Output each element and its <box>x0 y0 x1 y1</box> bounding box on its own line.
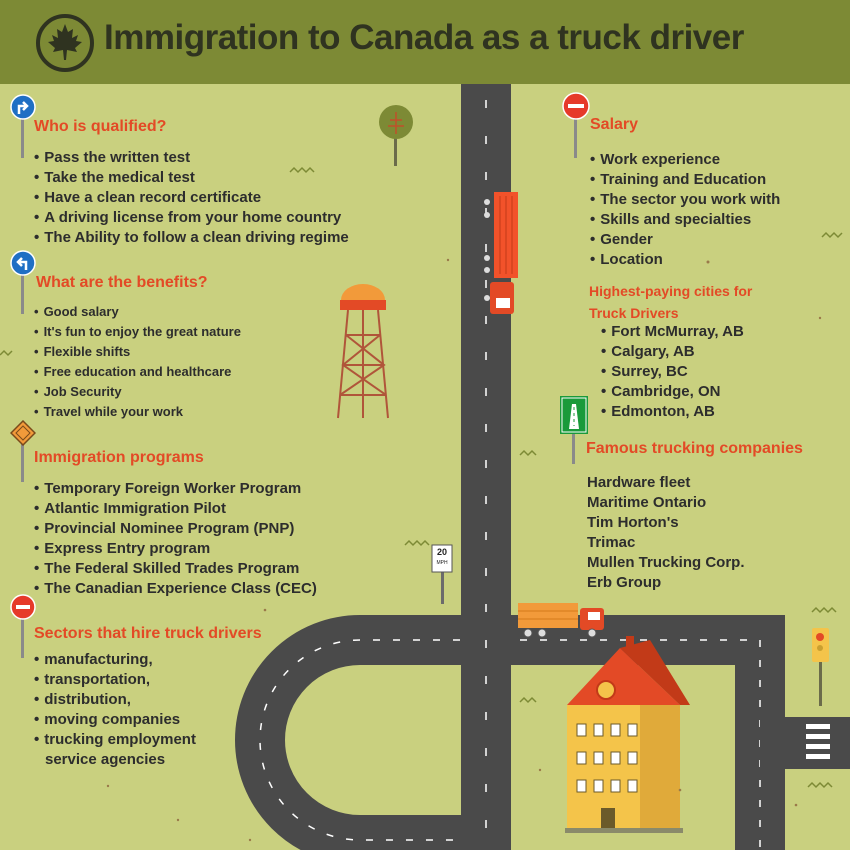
list-item: • Job Security <box>34 382 241 402</box>
cities-heading-line2: Truck Drivers <box>589 305 679 321</box>
list-item: • Training and Education <box>590 170 780 190</box>
list-item: • Atlantic Immigration Pilot <box>34 499 317 519</box>
list-item: • Pass the written test <box>34 148 349 168</box>
companies-heading: Famous trucking companies <box>586 440 803 457</box>
cities-heading <box>589 280 752 324</box>
list-item: Trimac <box>587 534 636 551</box>
building-illustration <box>565 636 690 833</box>
diamond-sign-icon <box>10 420 36 446</box>
list-item: • The Federal Skilled Trades Program <box>34 559 317 579</box>
list-item: • The Ability to follow a clean driving regime <box>34 228 349 248</box>
turn-left-sign-icon <box>10 250 36 276</box>
benefits-list <box>34 302 241 422</box>
list-item: • Edmonton, AB <box>601 402 744 422</box>
list-item: • Good salary <box>34 302 241 322</box>
tree-illustration <box>379 105 413 166</box>
salary-list <box>590 150 780 270</box>
programs-heading: Immigration programs <box>34 449 204 466</box>
qualified-heading: Who is qualified? <box>34 118 167 135</box>
cities-heading-line1: Highest-paying cities for <box>589 283 753 299</box>
sectors-list <box>34 650 196 750</box>
cities-list <box>601 322 744 422</box>
list-item: • moving companies <box>34 710 196 730</box>
list-item: • trucking employment <box>34 730 196 750</box>
list-item: Maritime Ontario <box>587 494 707 511</box>
sectors-continuation: service agencies <box>45 751 166 768</box>
no-entry-sign-icon <box>562 92 590 120</box>
list-item: • transportation, <box>34 670 196 690</box>
companies-list <box>587 473 745 593</box>
page-title: Immigration to Canada as a truck driver <box>104 18 744 57</box>
list-item: • Provincial Nominee Program (PNP) <box>34 519 317 539</box>
traffic-light-illustration <box>812 628 829 706</box>
benefits-heading: What are the benefits? <box>36 274 208 291</box>
list-item: • distribution, <box>34 690 196 710</box>
highway-sign-icon <box>560 396 588 434</box>
no-entry-sign-icon <box>10 594 36 620</box>
water-tower-illustration <box>338 284 388 418</box>
qualified-list <box>34 148 349 248</box>
list-item: Hardware fleet <box>587 474 691 491</box>
list-item: • The Canadian Experience Class (CEC) <box>34 579 317 599</box>
list-item: • Calgary, AB <box>601 342 744 362</box>
list-item: • Gender <box>590 230 780 250</box>
list-item: Erb Group <box>587 574 662 591</box>
list-item: • Cambridge, ON <box>601 382 744 402</box>
programs-list <box>34 479 317 599</box>
list-item: • manufacturing, <box>34 650 196 670</box>
list-item: • It's fun to enjoy the great nature <box>34 322 241 342</box>
list-item: • Work experience <box>590 150 780 170</box>
salary-heading: Salary <box>590 116 639 133</box>
speed-sign-unit: MPH <box>436 560 448 566</box>
speed-sign-number: 20 <box>436 547 447 557</box>
list-item: • Express Entry program <box>34 539 317 559</box>
list-item: • Skills and specialties <box>590 210 780 230</box>
sectors-heading: Sectors that hire truck drivers <box>34 625 262 642</box>
list-item: • Free education and healthcare <box>34 362 241 382</box>
list-item: Tim Horton's <box>587 514 679 531</box>
list-item: • A driving license from your home country <box>34 208 349 228</box>
list-item: • The sector you work with <box>590 190 780 210</box>
list-item: • Fort McMurray, AB <box>601 322 744 342</box>
list-item: • Flexible shifts <box>34 342 241 362</box>
list-item: • Have a clean record certificate <box>34 188 349 208</box>
list-item: • Location <box>590 250 780 270</box>
turn-right-sign-icon <box>10 94 36 120</box>
list-item: • Surrey, BC <box>601 362 744 382</box>
list-item: • Travel while your work <box>34 402 241 422</box>
list-item: • Take the medical test <box>34 168 349 188</box>
list-item: • Temporary Foreign Worker Program <box>34 479 317 499</box>
list-item: Mullen Trucking Corp. <box>587 554 745 571</box>
